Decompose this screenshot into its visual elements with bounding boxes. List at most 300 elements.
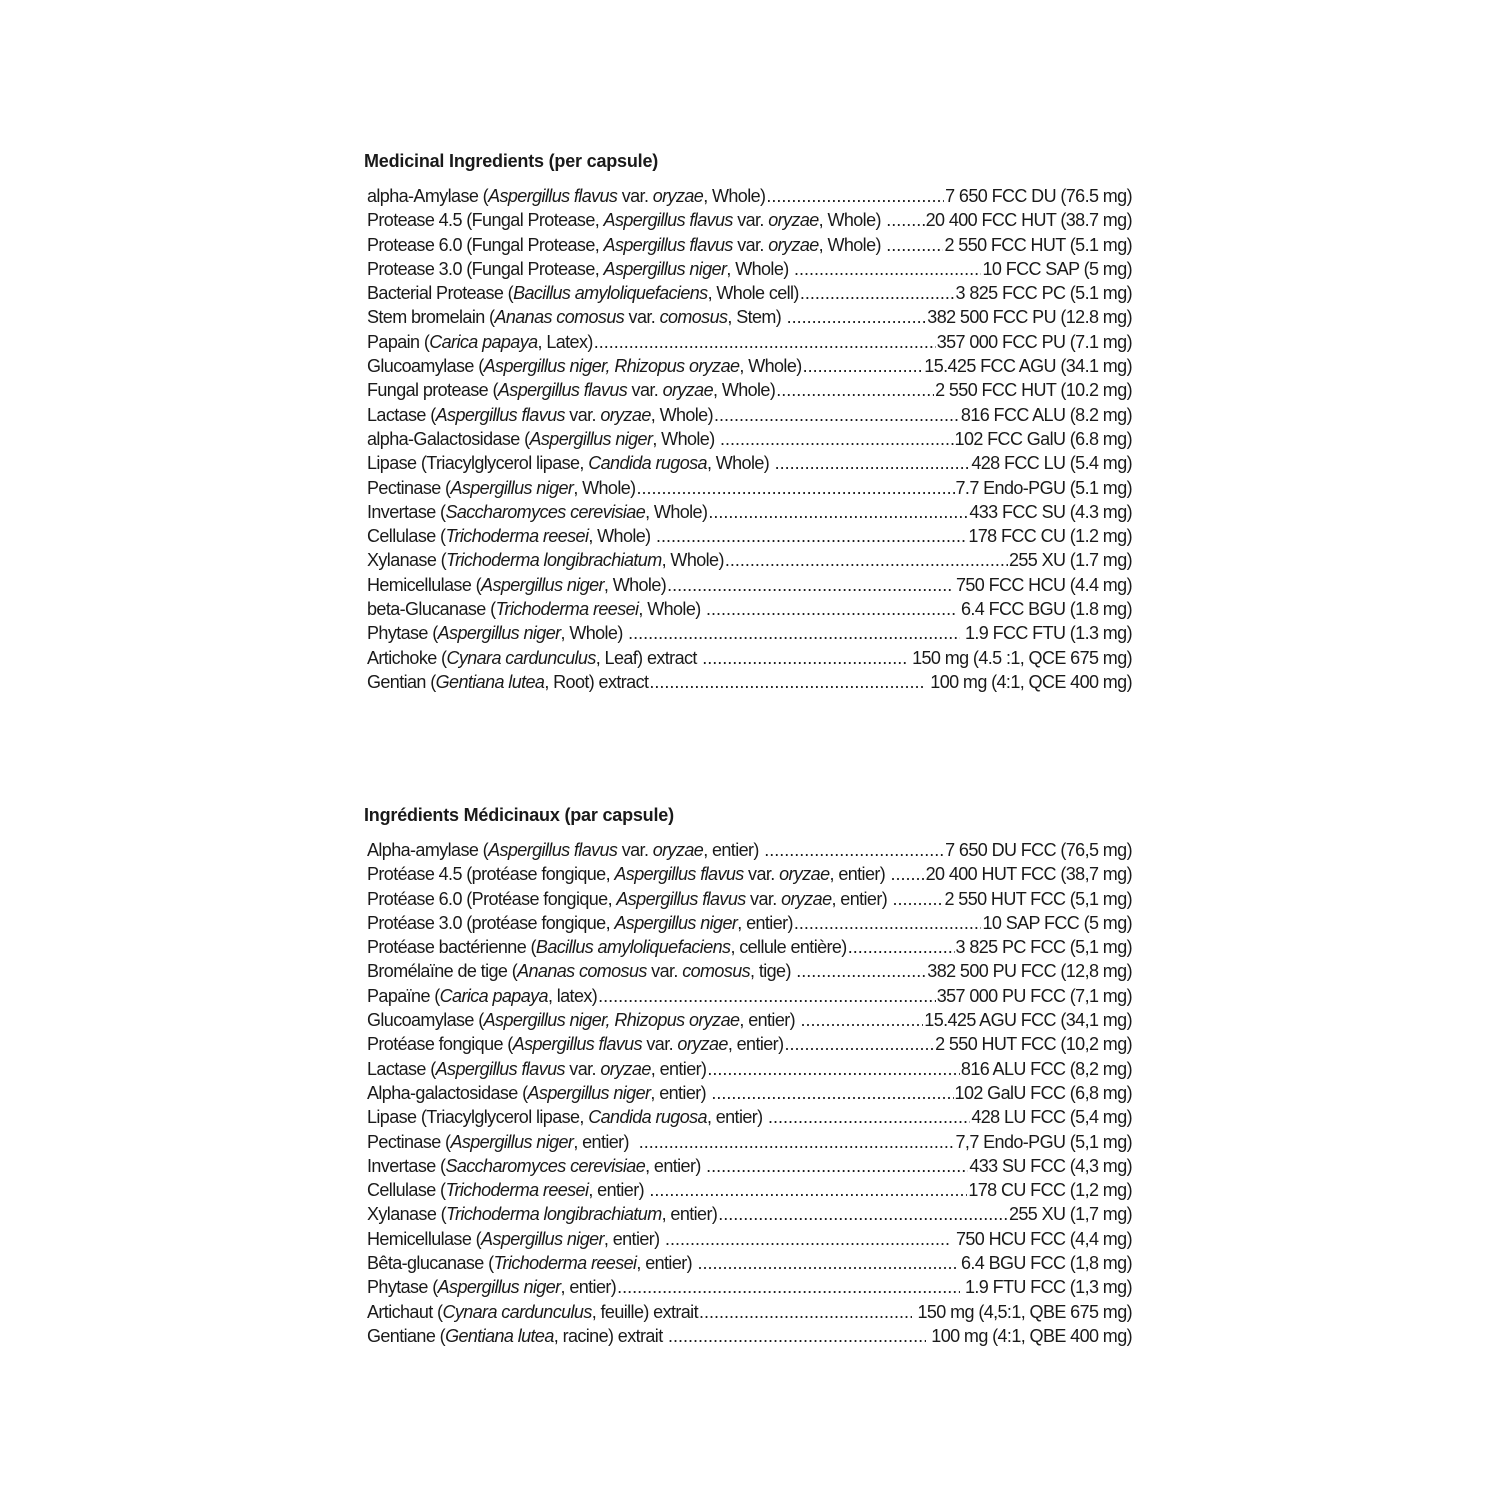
ingredient-row (367, 959, 1132, 983)
ingredient-name-text: , Whole) (726, 258, 794, 279)
ingredient-row (367, 548, 1132, 572)
ingredient-name (367, 330, 593, 354)
ingredient-row (367, 1178, 1132, 1202)
ingredient-row (367, 911, 1132, 935)
ingredient-name-text: , Stem) (727, 307, 786, 328)
ingredient-row (367, 1081, 1132, 1105)
ingredient-name (367, 524, 655, 548)
ingredient-species-name: Gentiana lutea (435, 671, 545, 692)
ingredient-name (367, 354, 802, 378)
ingredient-species-name: Aspergillus niger (614, 912, 738, 933)
ingredient-name-text: , entier) (588, 1180, 649, 1201)
ingredient-name (367, 500, 707, 524)
ingredient-name (367, 476, 636, 500)
ingredient-name (367, 1251, 696, 1275)
ingredient-name-text: Gentiane ( (367, 1325, 446, 1346)
ingredient-species-name: Aspergillus flavus (435, 404, 565, 425)
ingredient-name-text: var. (564, 1058, 601, 1079)
dot-leader (803, 354, 924, 378)
ingredient-species-name: Aspergillus niger (450, 477, 574, 498)
ingredient-amount: 10 FCC SAP (5 mg) (982, 258, 1132, 279)
ingredient-name-text: var. (743, 864, 780, 885)
ingredient-amount: 150 mg (4.5 :1, QCE 675 mg) (907, 647, 1132, 668)
ingredient-amount: 2 550 FCC HUT (5.1 mg) (944, 234, 1132, 255)
ingredient-row (367, 1032, 1132, 1056)
ingredient-species-name: Cynara cardunculus (442, 1301, 592, 1322)
ingredient-name-text: Hemicellulase ( (367, 574, 482, 595)
ingredient-species-name: Aspergillus niger (481, 1228, 604, 1249)
ingredient-row (367, 621, 1132, 645)
dot-leader (714, 403, 960, 427)
ingredient-name (367, 233, 885, 257)
ingredient-name-text: var. (624, 307, 660, 328)
dot-leader (848, 935, 955, 959)
ingredient-species-name: Candida rugosa (588, 453, 707, 474)
ingredient-name-text: Artichaut ( (367, 1301, 443, 1322)
ingredient-amount: 255 XU (1.7 mg) (1008, 550, 1132, 571)
ingredient-amount: 750 HCU FCC (4,4 mg) (951, 1228, 1132, 1249)
ingredient-name (367, 935, 847, 959)
ingredient-name-text: Bromélaïne de tige ( (367, 961, 518, 982)
ingredient-name (367, 1324, 667, 1348)
ingredient-name-text: var. (641, 1034, 678, 1055)
ingredient-species-name: oryzae (652, 840, 704, 860)
ingredient-amount: 15.425 FCC AGU (34.1 mg) (924, 356, 1132, 377)
ingredient-name (367, 911, 793, 935)
ingredient-name-text: , entier) (727, 1034, 784, 1055)
ingredient-name (367, 1300, 698, 1324)
ingredient-name-text: , entier) (650, 1082, 711, 1103)
ingredient-name-text: var. (564, 404, 601, 425)
dot-leader (699, 1300, 912, 1324)
ingredient-amount: 20 400 FCC HUT (38.7 mg) (925, 210, 1132, 231)
ingredient-name-text: , Whole) (650, 404, 713, 425)
ingredient-name-text: Hemicellulase ( (367, 1228, 482, 1249)
ingredient-name (367, 1202, 717, 1226)
ingredient-name-text: Stem bromelain ( (367, 307, 495, 328)
ingredient-name-text: Papaïne ( (367, 985, 440, 1006)
ingredient-row (367, 476, 1132, 500)
ingredient-amount: 816 FCC ALU (8.2 mg) (960, 404, 1132, 425)
dot-leader (886, 208, 924, 232)
ingredients-section-english (364, 150, 1132, 694)
ingredient-species-name: Aspergillus flavus (616, 888, 746, 909)
ingredient-name (367, 1057, 706, 1081)
ingredient-name-text: Xylanase ( (367, 550, 447, 571)
ingredient-row (367, 281, 1132, 305)
dot-leader (598, 984, 936, 1008)
ingredient-name-text: Protease 3.0 (Fungal Protease, (367, 258, 604, 279)
ingredient-row (367, 208, 1132, 232)
ingredient-name (367, 378, 775, 402)
ingredient-name (367, 621, 627, 645)
ingredient-row (367, 524, 1132, 548)
ingredient-name-text: Protéase fongique ( (367, 1034, 513, 1055)
ingredient-row (367, 887, 1132, 911)
ingredient-name-text: Pectinase ( (367, 1131, 451, 1152)
ingredient-species-name: oryzae (600, 404, 651, 425)
ingredient-name-text: , Whole cell) (707, 283, 799, 304)
ingredient-name-text: Protéase 4.5 (protéase fongique, (367, 864, 615, 885)
ingredient-species-name: Aspergillus flavus (512, 1034, 642, 1055)
dot-leader (708, 500, 968, 524)
ingredient-row (367, 403, 1132, 427)
ingredient-name-text: Pectinase ( (367, 477, 451, 498)
ingredient-amount: 6.4 FCC BGU (1.8 mg) (956, 599, 1132, 620)
ingredient-name-text: , Whole) (588, 526, 655, 547)
ingredient-species-name: Cynara cardunculus (446, 647, 596, 668)
ingredient-species-name: Aspergillus niger (603, 258, 727, 279)
ingredient-amount: 10 SAP FCC (5 mg) (982, 912, 1132, 933)
ingredient-species-name: Trichoderma reesei (493, 1253, 637, 1274)
ingredient-name (367, 838, 763, 862)
ingredient-amount: 428 FCC LU (5.4 mg) (971, 453, 1132, 474)
ingredient-name-text: Protease 6.0 (Fungal Protease, (367, 234, 604, 255)
ingredient-species-name: Ananas comosus (494, 307, 625, 328)
ingredient-name-text: , Whole) (661, 550, 724, 571)
dot-leader (794, 911, 982, 935)
ingredient-name-text: , entier) (829, 864, 890, 885)
ingredient-name (367, 1154, 705, 1178)
ingredient-name-text: Bêta-glucanase ( (367, 1253, 494, 1274)
dot-leader (800, 1008, 923, 1032)
dot-leader (718, 1202, 1008, 1226)
ingredient-name-text: Phytase ( (367, 623, 438, 644)
dot-leader (649, 670, 925, 694)
ingredient-name-text: alpha-Amylase ( (367, 186, 489, 206)
ingredient-row (367, 427, 1132, 451)
ingredient-species-name: oryzae (677, 1034, 728, 1055)
ingredient-row (367, 573, 1132, 597)
ingredient-name (367, 208, 885, 232)
dot-leader (764, 838, 944, 862)
ingredient-name-text: var. (732, 234, 769, 255)
ingredient-name (367, 1008, 799, 1032)
ingredient-row (367, 330, 1132, 354)
ingredient-species-name: Saccharomyces cerevisiae (445, 501, 646, 522)
ingredient-species-name: Saccharomyces cerevisiae (445, 1155, 646, 1176)
ingredient-name-text: Protéase bactérienne ( (367, 937, 536, 958)
ingredient-row (367, 838, 1132, 862)
ingredient-species-name: Aspergillus niger (481, 574, 604, 595)
dot-leader (656, 524, 967, 548)
ingredient-name-text: Papain ( (367, 331, 430, 352)
dot-leader (711, 1081, 953, 1105)
ingredient-name-text: , feuille) extrait (591, 1301, 698, 1322)
ingredient-name-text: , entier) (737, 912, 793, 933)
ingredient-name-text: , entier) (573, 1131, 638, 1152)
ingredient-amount: 357 000 FCC PU (7.1 mg) (936, 331, 1132, 352)
ingredient-name-text: , Whole) (703, 186, 766, 206)
ingredient-amount: 102 FCC GalU (6.8 mg) (954, 428, 1132, 449)
dot-leader (720, 427, 954, 451)
ingredient-name-text: var. (732, 210, 769, 231)
ingredient-name-text: , entier) (645, 1155, 706, 1176)
ingredient-amount: 150 mg (4,5:1, QBE 675 mg) (913, 1301, 1132, 1322)
dot-leader (784, 1032, 934, 1056)
dot-leader (637, 476, 955, 500)
ingredient-amount: 20 400 HUT FCC (38,7 mg) (925, 864, 1132, 885)
ingredient-amount: 7 650 FCC DU (76.5 mg) (945, 186, 1132, 206)
dot-leader (706, 597, 956, 621)
ingredient-amount: 1.9 FCC FTU (1.3 mg) (960, 623, 1132, 644)
ingredient-name (367, 670, 648, 694)
ingredient-row (367, 597, 1132, 621)
ingredient-amount: 3 825 PC FCC (5,1 mg) (955, 937, 1132, 958)
ingredient-species-name: Trichoderma reesei (495, 599, 639, 620)
ingredient-amount: 1.9 FTU FCC (1,3 mg) (960, 1277, 1132, 1298)
ingredient-species-name: oryzae (768, 210, 819, 231)
ingredient-species-name: Carica papaya (439, 985, 548, 1006)
ingredient-name-text: var. (646, 961, 683, 982)
ingredient-row (367, 1202, 1132, 1226)
ingredient-name-text: Protéase 3.0 (protéase fongique, (367, 912, 615, 933)
ingredient-species-name: Aspergillus niger (450, 1131, 574, 1152)
ingredient-species-name: oryzae (779, 864, 830, 885)
ingredient-name-text: Invertase ( (367, 501, 446, 522)
ingredient-name-text: Lipase (Triacylglycerol lipase, (367, 453, 589, 474)
ingredient-name-text: alpha-Galactosidase ( (367, 428, 530, 449)
dot-leader (766, 184, 944, 208)
ingredient-species-name: Aspergillus niger (437, 1277, 561, 1298)
ingredient-name-text: , Whole) (818, 234, 886, 255)
ingredient-name-text: Invertase ( (367, 1155, 446, 1176)
ingredient-name (367, 1130, 638, 1154)
ingredient-amount: 428 LU FCC (5,4 mg) (971, 1107, 1132, 1128)
ingredient-species-name: oryzae (662, 380, 714, 401)
ingredient-name (367, 1178, 648, 1202)
ingredient-name-text: , Whole) (573, 477, 636, 498)
ingredient-species-name: Aspergillus flavus (497, 380, 628, 401)
dot-leader (617, 1275, 959, 1299)
ingredient-amount: 750 FCC HCU (4.4 mg) (951, 574, 1132, 595)
ingredient-name-text: Alpha-galactosidase ( (367, 1082, 528, 1103)
section-title: Ingrédients Médicinaux (par capsule) (364, 805, 674, 825)
ingredient-row (367, 1300, 1132, 1324)
ingredients-section-french (364, 804, 1132, 1348)
ingredient-amount: 7,7 Endo-PGU (5,1 mg) (955, 1131, 1132, 1152)
dot-leader (893, 887, 944, 911)
ingredient-amount: 178 FCC CU (1.2 mg) (968, 526, 1132, 547)
ingredient-name-text: , Root) extract (544, 671, 649, 692)
ingredient-name-text: var. (617, 840, 653, 860)
ingredient-name-text: , entier) (603, 1228, 664, 1249)
ingredient-species-name: oryzae (600, 1058, 651, 1079)
ingredient-amount: 2 550 FCC HUT (10.2 mg) (935, 380, 1132, 401)
ingredient-species-name: Trichoderma longibrachiatum (446, 550, 662, 571)
ingredient-row (367, 1251, 1132, 1275)
dot-leader (667, 573, 950, 597)
ingredient-name (367, 1105, 767, 1129)
ingredient-row (367, 500, 1132, 524)
ingredient-row (367, 1275, 1132, 1299)
ingredient-species-name: oryzae (768, 234, 819, 255)
ingredient-name-text: Artichoke ( (367, 647, 447, 668)
ingredient-amount: 7.7 Endo-PGU (5.1 mg) (955, 477, 1132, 498)
ingredient-name-text: Phytase ( (367, 1277, 438, 1298)
ingredient-row (367, 354, 1132, 378)
dot-leader (886, 233, 943, 257)
ingredient-species-name: oryzae (781, 888, 832, 909)
dot-leader (668, 1324, 926, 1348)
ingredient-row (367, 646, 1132, 670)
ingredient-name (367, 281, 799, 305)
ingredient-name-text: , cellule entière) (730, 937, 847, 958)
ingredient-row (367, 1154, 1132, 1178)
ingredient-species-name: comosus (682, 961, 751, 982)
ingredient-row (367, 670, 1132, 694)
dot-leader (639, 1130, 955, 1154)
ingredient-species-name: Aspergillus niger (527, 1082, 651, 1103)
ingredient-row (367, 862, 1132, 886)
ingredient-name-text: , Whole) (645, 501, 708, 522)
ingredient-name-text: Protease 4.5 (Fungal Protease, (367, 210, 604, 231)
ingredient-name-text: Xylanase ( (367, 1204, 447, 1225)
ingredient-row (367, 233, 1132, 257)
dot-leader (707, 1057, 960, 1081)
ingredient-amount: 102 GalU FCC (6,8 mg) (954, 1082, 1132, 1103)
ingredient-name-text: Glucoamylase ( (367, 356, 484, 377)
ingredient-name-text: , Whole) (818, 210, 886, 231)
ingredient-name-text: Gentian ( (367, 671, 436, 692)
ingredient-species-name: Gentiana lutea (445, 1325, 554, 1346)
ingredient-name (367, 597, 705, 621)
ingredient-amount: 15.425 AGU FCC (34,1 mg) (924, 1010, 1132, 1031)
dot-leader (768, 1105, 970, 1129)
ingredient-name (367, 403, 713, 427)
ingredient-species-name: Aspergillus flavus (488, 840, 618, 860)
ingredient-name-text: , Whole) (706, 453, 774, 474)
ingredient-name (367, 548, 724, 572)
ingredient-name-text: Lactase ( (367, 404, 436, 425)
ingredient-row (367, 451, 1132, 475)
ingredient-name-text: var. (627, 380, 663, 401)
ingredient-species-name: Bacillus amyloliquefaciens (513, 283, 708, 304)
ingredient-name-text: , entier) (636, 1253, 697, 1274)
ingredient-row (367, 257, 1132, 281)
ingredient-species-name: Bacillus amyloliquefaciens (535, 937, 731, 958)
ingredient-row (367, 1130, 1132, 1154)
ingredient-species-name: Candida rugosa (588, 1107, 707, 1128)
ingredient-name-text: , Whole) (713, 380, 776, 401)
ingredient-species-name: Aspergillus niger, Rhizopus oryzae (483, 356, 740, 377)
ingredient-name-text: , Whole) (638, 599, 706, 620)
ingredient-name-text: Cellulase ( (367, 1180, 446, 1201)
ingredient-name-text: Cellulase ( (367, 526, 446, 547)
ingredient-name-text: , Latex) (537, 331, 593, 352)
dot-leader (594, 330, 936, 354)
ingredient-name-text: , entier) (661, 1204, 718, 1225)
ingredient-amount: 100 mg (4:1, QCE 400 mg) (925, 671, 1132, 692)
ingredient-amount: 255 XU (1,7 mg) (1008, 1204, 1132, 1225)
ingredient-amount: 2 550 HUT FCC (5,1 mg) (944, 888, 1132, 909)
ingredient-species-name: Trichoderma reesei (445, 526, 589, 547)
ingredient-name (367, 1275, 616, 1299)
ingredient-name (367, 984, 597, 1008)
ingredient-name (367, 959, 795, 983)
ingredient-name-text: , Whole) (603, 574, 667, 595)
ingredient-name (367, 887, 892, 911)
ingredient-species-name: Aspergillus flavus (603, 234, 733, 255)
dot-leader (800, 281, 955, 305)
ingredient-species-name: Ananas comosus (517, 961, 647, 982)
ingredient-amount: 382 500 PU FCC (12,8 mg) (927, 961, 1132, 982)
ingredient-name-text: Lactase ( (367, 1058, 436, 1079)
ingredient-name-text: , entier) (831, 888, 892, 909)
dot-leader (697, 1251, 955, 1275)
ingredient-species-name: Aspergillus flavus (488, 186, 618, 206)
ingredient-species-name: oryzae (652, 186, 704, 206)
ingredient-name-text: , Leaf) extract (595, 647, 702, 668)
dot-leader (702, 646, 907, 670)
ingredient-list (364, 838, 1132, 1348)
ingredient-species-name: Aspergillus flavus (603, 210, 733, 231)
ingredient-name (367, 1032, 783, 1056)
dot-leader (665, 1227, 951, 1251)
dot-leader (725, 548, 1008, 572)
ingredient-name-text: beta-Glucanase ( (367, 599, 496, 620)
ingredient-species-name: Aspergillus niger (529, 428, 653, 449)
ingredient-row (367, 305, 1132, 329)
dot-leader (706, 1154, 968, 1178)
ingredient-row (367, 1105, 1132, 1129)
ingredient-amount: 2 550 HUT FCC (10,2 mg) (935, 1034, 1132, 1055)
ingredient-species-name: Trichoderma longibrachiatum (446, 1204, 662, 1225)
ingredient-name-text: Glucoamylase ( (367, 1010, 484, 1031)
ingredient-species-name: Carica papaya (429, 331, 538, 352)
ingredient-name-text: , entier) (703, 840, 764, 860)
ingredient-amount: 357 000 PU FCC (7,1 mg) (936, 985, 1132, 1006)
ingredient-species-name: Aspergillus niger, Rhizopus oryzae (483, 1010, 740, 1031)
ingredient-row (367, 378, 1132, 402)
ingredient-name-text: , entier) (739, 1010, 800, 1031)
ingredient-row (367, 935, 1132, 959)
ingredient-species-name: Trichoderma reesei (445, 1180, 589, 1201)
ingredient-amount: 3 825 FCC PC (5.1 mg) (955, 283, 1132, 304)
ingredient-amount: 6.4 BGU FCC (1,8 mg) (956, 1253, 1132, 1274)
ingredient-name-text: , tige) (750, 961, 796, 982)
ingredient-name-text: Fungal protease ( (367, 380, 498, 401)
dot-leader (891, 862, 925, 886)
ingredient-name-text: , racine) extrait (553, 1325, 668, 1346)
ingredient-name-text: , entier) (706, 1107, 767, 1128)
dot-leader (628, 621, 959, 645)
ingredient-name-text: , Whole) (739, 356, 802, 377)
dot-leader (776, 378, 934, 402)
ingredient-amount: 433 FCC SU (4.3 mg) (969, 501, 1132, 522)
ingredient-name (367, 646, 701, 670)
ingredient-amount: 433 SU FCC (4,3 mg) (969, 1155, 1132, 1176)
ingredient-name-text: , entier) (560, 1277, 617, 1298)
ingredient-name (367, 1081, 710, 1105)
ingredient-amount: 382 500 FCC PU (12.8 mg) (927, 307, 1132, 328)
ingredient-name-text: , Whole) (560, 623, 628, 644)
ingredient-name (367, 1227, 664, 1251)
ingredient-row (367, 1227, 1132, 1251)
ingredient-name-text: var. (745, 888, 782, 909)
dot-leader (796, 959, 926, 983)
ingredient-row (367, 1008, 1132, 1032)
ingredient-name-text: , Whole) (652, 428, 719, 449)
dot-leader (794, 257, 981, 281)
ingredient-species-name: Aspergillus niger (437, 623, 561, 644)
ingredient-name (367, 451, 774, 475)
ingredient-name (367, 862, 890, 886)
ingredient-name-text: Protéase 6.0 (Protéase fongique, (367, 888, 617, 909)
ingredient-amount: 7 650 DU FCC (76,5 mg) (945, 840, 1132, 860)
ingredient-name-text: Bacterial Protease ( (367, 283, 514, 304)
ingredient-row (367, 1324, 1132, 1348)
